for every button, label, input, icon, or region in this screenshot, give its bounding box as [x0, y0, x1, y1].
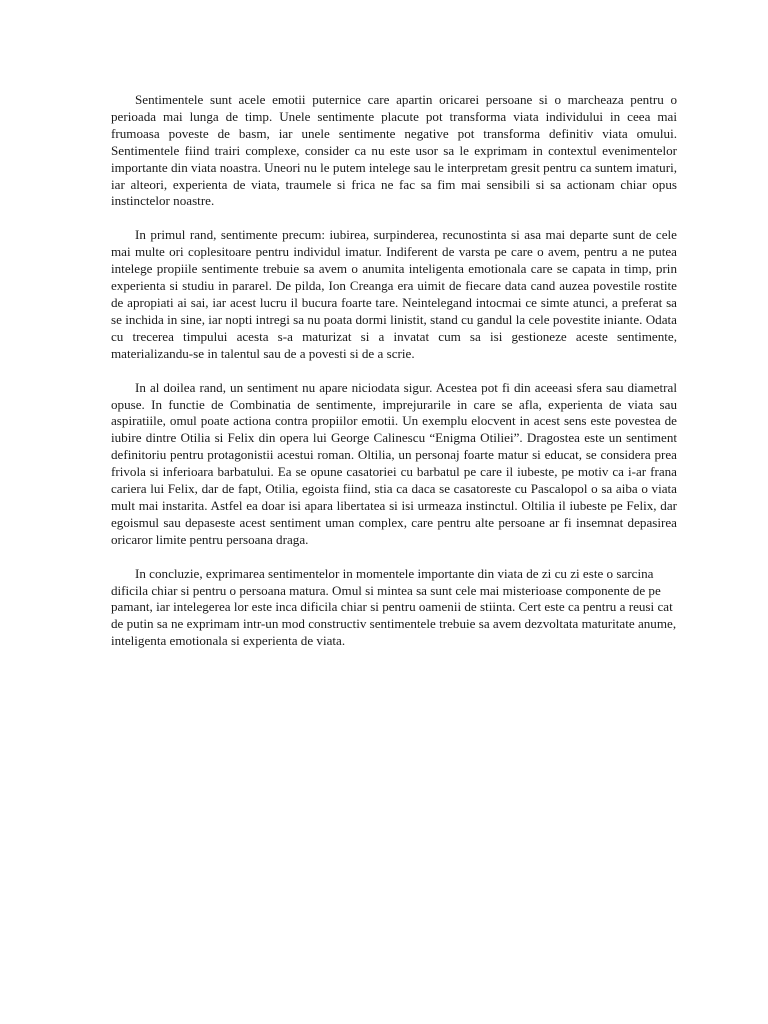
- paragraph-3: In al doilea rand, un sentiment nu apare niciodata sigur. Acestea pot fi din aceeasi sfera sau diametral opuse. In functie de Combinatia de sentimente, imprejurarile in care se afla, experienta de viata sau aspiratiile, omul poate actiona contra propiilor emotii. Un exemplu elocvent in acest sens este povestea de iubire dintre Otilia si Felix din opera lui George Calinescu “Enigma Otiliei”. Dragostea este un sentiment definitoriu pentru protagonistii acestui roman. Oltilia, un personaj foarte matur si educat, se considera prea frivola si inferioara barbatului. Ea se opune casatoriei cu barbatul pe care il iubeste, pe motiv ca i-ar frana cariera lui Felix, dar de fapt, Otilia, egoista fiind, stia ca daca se casatoreste cu Pascalopol o sa aiba o viata mult mai instarita. Astfel ea doar isi apara libertatea si isi urmeaza instinctul. Oltilia il iubeste pe Felix, dar egoismul sau depaseste acest sentiment uman complex, care pentru alte persoane ar fi insemnat depasirea oricaror limite pentru persoana draga.: [111, 379, 677, 547]
- paragraph-4: In concluzie, exprimarea sentimentelor in momentele importante din viata de zi cu zi este o sarcina dificila chiar si pentru o persoana matura. Omul si mintea sa sunt cele mai misterioase componente de pe pamant, iar intelegerea lor este inca dificila chiar si pentru oamenii de stiinta. Cert este ca pentru a reusi cat de putin sa ne exprimam intr-un mod constructiv sentimentele trebuie sa avem dezvoltata maturitate anume, inteligenta emotionala si experienta de viata.: [111, 565, 677, 649]
- paragraph-2: In primul rand, sentimente precum: iubirea, surpinderea, recunostinta si asa mai departe sunt de cele mai multe ori coplesitoare pentru individul imatur. Indiferent de varsta pe care o avem, pentru a ne putea intelege propiile sentimente trebuie sa avem o anumita inteligenta emotionala care se capata in timp, prin experienta si studiu in pararel. De pilda, Ion Creanga era uimit de fiecare data cand auzea povestile rostite de apropiati ai sai, iar acest lucru il bucura foarte tare. Neintelegand intocmai ce simte atunci, a preferat sa se inchida in sine, iar nopti intregi sa nu poata dormi linistit, stand cu gandul la cele povestite iniante. Odata cu trecerea timpului acesta s-a maturizat si a invatat cum sa isi gestioneze aceste sentimente, materializandu-se in talentul sau de a povesti si de a scrie.: [111, 227, 677, 361]
- document-body: [111, 92, 677, 667]
- paragraph-1: Sentimentele sunt acele emotii puternice care apartin oricarei persoane si o marcheaza pentru o perioada mai lunga de timp. Unele sentimente placute pot transforma viata individului in ceea mai frumoasa poveste de basm, iar unele sentimente negative pot transforma definitiv viata omului. Sentimentele fiind trairi complexe, consider ca nu este usor sa le exprimam in contextul evenimentelor importante din viata noastra. Uneori nu le putem intelege sau le interpretam gresit pentru ca suntem imaturi, iar alteori, experienta de viata, traumele si frica ne fac sa fim mai sensibili si sa actionam chiar opus instinctelor noastre.: [111, 92, 677, 209]
